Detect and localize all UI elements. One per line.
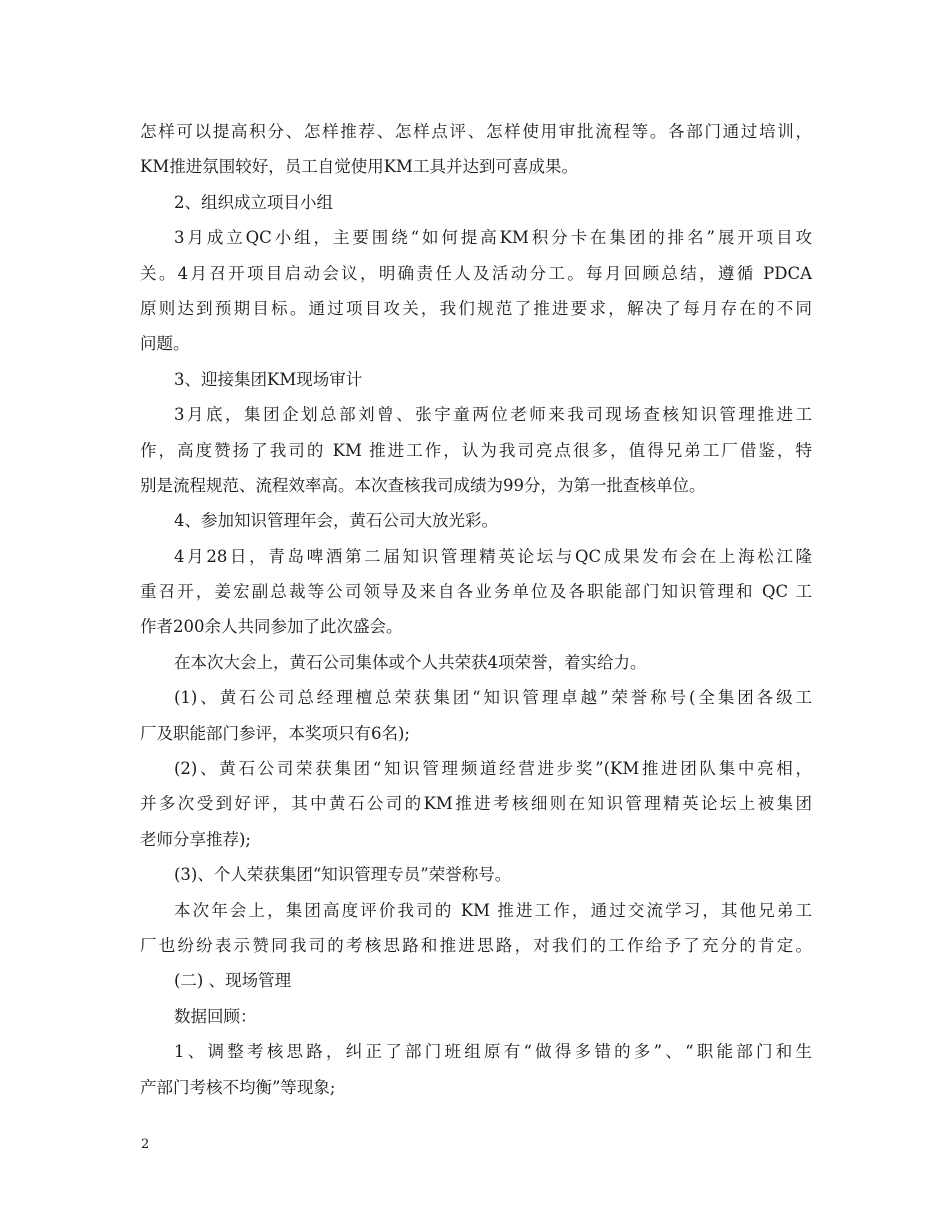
text-line: 作，高度赞扬了我司的 KM 推进工作，认为我司亮点很多，值得兄弟工厂借鉴，特 (140, 440, 812, 460)
text-line: (2)、黄石公司荣获集团“知识管理频道经营进步奖”(KM推进团队集中亮相， (174, 759, 812, 779)
text-line: 3、迎接集团KM现场审计 (174, 369, 363, 389)
text-line: 怎样可以提高积分、怎样推荐、怎样点评、怎样使用审批流程等。各部门通过培训， (140, 122, 812, 141)
text-line: 并多次受到好评，其中黄石公司的KM推进考核细则在知识管理精英论坛上被集团 (140, 794, 812, 814)
document-body (140, 114, 812, 1105)
text-line: (1)、黄石公司总经理檀总荣获集团“知识管理卓越”荣誉称号(全集团各级工 (174, 688, 812, 708)
text-line: 老师分享推荐); (140, 829, 251, 849)
text-line: 2、组织成立项目小组 (174, 192, 333, 212)
text-line: (3)、个人荣获集团“知识管理专员”荣誉称号。 (174, 865, 512, 885)
text-line: 别是流程规范、流程效率高。本次查核我司成绩为99分，为第一批查核单位。 (140, 475, 706, 495)
text-line: 作者200余人共同参加了此次盛会。 (140, 617, 403, 637)
text-line: 产部门考核不均衡”等现象; (140, 1077, 336, 1097)
text-line: 关。4月召开项目启动会议，明确责任人及活动分工。每月回顾总结，遵循 PDCA (140, 263, 812, 283)
text-line: 数据回顾： (174, 1006, 257, 1026)
text-line: 4月28日，青岛啤酒第二届知识管理精英论坛与QC成果发布会在上海松江隆 (174, 546, 812, 566)
text-line: 问题。 (140, 334, 190, 354)
text-line: 3月底，集团企划总部刘曾、张宇童两位老师来我司现场查核知识管理推进工 (174, 405, 812, 425)
text-line: 在本次大会上，黄石公司集体或个人共荣获4项荣誉，着实给力。 (174, 652, 647, 672)
text-line: 本次年会上，集团高度评价我司的 KM 推进工作，通过交流学习，其他兄弟工 (174, 900, 812, 920)
text-line: 原则达到预期目标。通过项目攻关，我们规范了推进要求，解决了每月存在的不同 (140, 298, 812, 318)
text-line: 3月成立QC小组，主要围绕“如何提高KM积分卡在集团的排名”展开项目攻 (174, 228, 812, 248)
text-line: 厂及职能部门参评，本奖项只有6名); (140, 723, 410, 743)
text-line: KM推进氛围较好，员工自觉使用KM工具并达到可喜成果。 (140, 157, 578, 177)
text-line: 厂也纷纷表示赞同我司的考核思路和推进思路，对我们的工作给予了充分的肯定。 (140, 935, 812, 955)
page-number: 2 (141, 1137, 150, 1152)
text-line: 4、参加知识管理年会，黄石公司大放光彩。 (174, 511, 498, 531)
text-line: (二) 、现场管理 (174, 971, 292, 991)
text-line: 1、调整考核思路，纠正了部门班组原有“做得多错的多”、“职能部门和生 (174, 1042, 812, 1062)
text-line: 重召开，姜宏副总裁等公司领导及来自各业务单位及各职能部门知识管理和 QC 工 (140, 582, 812, 602)
